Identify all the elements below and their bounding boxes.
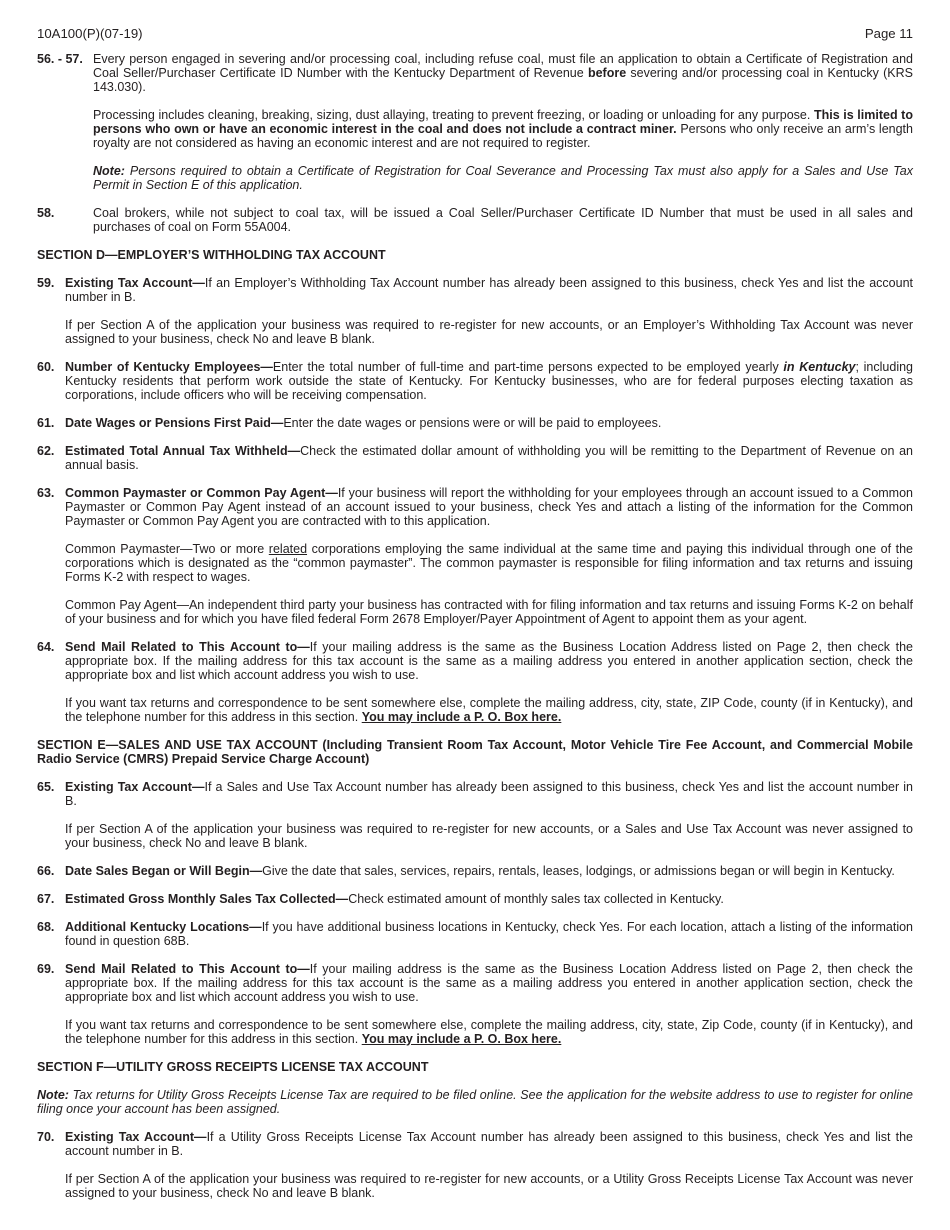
item-65-para-1: Existing Tax Account—If a Sales and Use Tax Account number has already been assigned to this business, check Yes and list the account number in B. <box>65 780 913 808</box>
item-67 <box>37 892 913 906</box>
item-number: 61. <box>37 416 55 430</box>
form-id: 10A100(P)(07-19) <box>37 26 143 41</box>
section-e-heading: SECTION E—SALES AND USE TAX ACCOUNT (Including Transient Room Tax Account, Motor Vehicle Tire Fee Account, and Commercial Mobile Radio Service (CMRS) Prepaid Service Charge Account) <box>37 738 913 766</box>
item-69-para-2: If you want tax returns and correspondence to be sent somewhere else, complete the mailing address, city, state, Zip Code, county (if in Kentucky), and the telephone number for this address in this section. You may include a P. O. Box here. <box>65 1018 913 1046</box>
item-63-para-3: Common Pay Agent—An independent third party your business has contracted with for filing information and tax returns and issuing Forms K-2 on behalf of your business and for which you have filed federal Form 2678 Employer/Payer Appointment of Agent to appoint them as your agent. <box>65 598 913 626</box>
item-56-para-2: Processing includes cleaning, breaking, sizing, dust allaying, treating to prevent freezing, or loading or unloading for any purpose. This is limited to persons who own or have an economic interest in the coal and does not include a contract miner. Persons who only receive an arm’s length royalty are not considered as having an economic interest and are not required to register. <box>93 108 913 150</box>
section-f-heading: SECTION F—UTILITY GROSS RECEIPTS LICENSE TAX ACCOUNT <box>37 1060 429 1074</box>
section-f-note: Note: Tax returns for Utility Gross Receipts License Tax are required to be filed online. See the application for the website address to use to register for online filing once your account has been assigned. <box>37 1088 913 1116</box>
document-page <box>37 26 913 1214</box>
item-63 <box>37 486 913 626</box>
item-59-para-2: If per Section A of the application your business was required to re-register for new accounts, or an Employer’s Withholding Tax Account was never assigned to your business, check No and leave B blank. <box>65 318 913 346</box>
item-69 <box>37 962 913 1046</box>
item-62-text: Estimated Total Annual Tax Withheld—Check the estimated dollar amount of withholding you will be remitting to the Department of Revenue on an annual basis. <box>65 444 913 472</box>
item-68-text: Additional Kentucky Locations—If you have additional business locations in Kentucky, check Yes. For each location, attach a listing of the information found in question 68B. <box>65 920 913 948</box>
item-number: 70. <box>37 1130 55 1144</box>
section-d-heading: SECTION D—EMPLOYER’S WITHHOLDING TAX ACCOUNT <box>37 248 386 262</box>
item-66-text: Date Sales Began or Will Begin—Give the date that sales, services, repairs, rentals, leases, lodgings, or admissions began or will begin in Kentucky. <box>65 864 895 878</box>
item-63-para-1: Common Paymaster or Common Pay Agent—If your business will report the withholding for your employees through an account issued to a Common Paymaster or Common Pay Agent instead of an account issued to your business, check Yes and attach a listing of the information for the Common Paymaster or Common Pay Agent you are contracted with to this application. <box>65 486 914 528</box>
item-number: 69. <box>37 962 55 976</box>
item-64-para-2: If you want tax returns and correspondence to be sent somewhere else, complete the mailing address, city, state, ZIP Code, county (if in Kentucky), and the telephone number for this address in this section. You may include a P. O. Box here. <box>65 696 913 724</box>
item-70 <box>37 1130 913 1200</box>
item-70-para-1: Existing Tax Account—If a Utility Gross Receipts License Tax Account number has already been assigned to this business, check Yes and list the account number in B. <box>65 1130 914 1158</box>
item-60-text: Number of Kentucky Employees—Enter the total number of full-time and part-time persons expected to be employed yearly in Kentucky; including Kentucky residents that perform work outside the state of Kentucky. For Kentucky businesses, who are for federal purposes electing taxation as corporations, include officers who will be receiving compensation. <box>65 360 913 402</box>
page-header <box>37 26 913 42</box>
item-65 <box>37 780 913 850</box>
item-61 <box>37 416 913 430</box>
item-number: 56. - 57. <box>37 52 83 66</box>
item-number: 65. <box>37 780 55 794</box>
item-number: 62. <box>37 444 55 458</box>
page-number: Page 11 <box>864 26 913 41</box>
item-56-para-1: Every person engaged in severing and/or processing coal, including refuse coal, must file an application to obtain a Certificate of Registration and Coal Seller/Purchaser Certificate ID Number with the Kentucky Department of Revenue before severing and/or processing coal in Kentucky (KRS 143.030). <box>93 52 914 94</box>
item-number: 66. <box>37 864 55 878</box>
item-70-para-2: If per Section A of the application your business was required to re-register for new accounts, or a Utility Gross Receipts License Tax Account was never assigned to your business, check No and leave B blank. <box>65 1172 913 1200</box>
item-64-para-1: Send Mail Related to This Account to—If your mailing address is the same as the Business Location Address listed on Page 2, then check the appropriate box. If the mailing address for this tax account is the same as a mailing address you entered in another application section, check the appropriate box and list which account address you wish to use. <box>65 640 913 682</box>
item-62 <box>37 444 913 472</box>
item-68 <box>37 920 913 948</box>
item-65-para-2: If per Section A of the application your business was required to re-register for new accounts, or a Sales and Use Tax Account was never assigned to your business, check No and leave B blank. <box>65 822 913 850</box>
item-63-para-2: Common Paymaster—Two or more related corporations employing the same individual at the same time and paying this individual through one of the corporations which is designated as the “common paymaster”. The common paymaster is responsible for filing information and tax returns and issuing Forms K-2 with respect to wages. <box>65 542 913 584</box>
item-61-text: Date Wages or Pensions First Paid—Enter the date wages or pensions were or will be paid to employees. <box>65 416 662 430</box>
item-56-57 <box>37 52 913 192</box>
item-58 <box>37 206 913 234</box>
item-60 <box>37 360 913 402</box>
item-58-text: Coal brokers, while not subject to coal tax, will be issued a Coal Seller/Purchaser Certificate ID Number that must be used in all sales and purchases of coal on Form 55A004. <box>93 206 913 234</box>
item-56-note: Note: Persons required to obtain a Certificate of Registration for Coal Severance and Processing Tax must also apply for a Sales and Use Tax Permit in Section E of this application. <box>93 164 913 192</box>
item-number: 59. <box>37 276 55 290</box>
item-59 <box>37 276 913 346</box>
item-59-para-1: Existing Tax Account—If an Employer’s Withholding Tax Account number has already been assigned to this business, check Yes and list the account number in B. <box>65 276 913 304</box>
item-67-text: Estimated Gross Monthly Sales Tax Collected—Check estimated amount of monthly sales tax collected in Kentucky. <box>65 892 724 906</box>
item-66 <box>37 864 913 878</box>
item-number: 60. <box>37 360 55 374</box>
item-number: 58. <box>37 206 55 220</box>
item-number: 67. <box>37 892 55 906</box>
item-number: 64. <box>37 640 55 654</box>
item-64 <box>37 640 913 724</box>
item-number: 63. <box>37 486 55 500</box>
item-number: 68. <box>37 920 55 934</box>
item-69-para-1: Send Mail Related to This Account to—If your mailing address is the same as the Business Location Address listed on Page 2, then check the appropriate box. If the mailing address for this tax account is the same as a mailing address you entered in another application section, check the appropriate box and list which account address you wish to use. <box>65 962 913 1004</box>
